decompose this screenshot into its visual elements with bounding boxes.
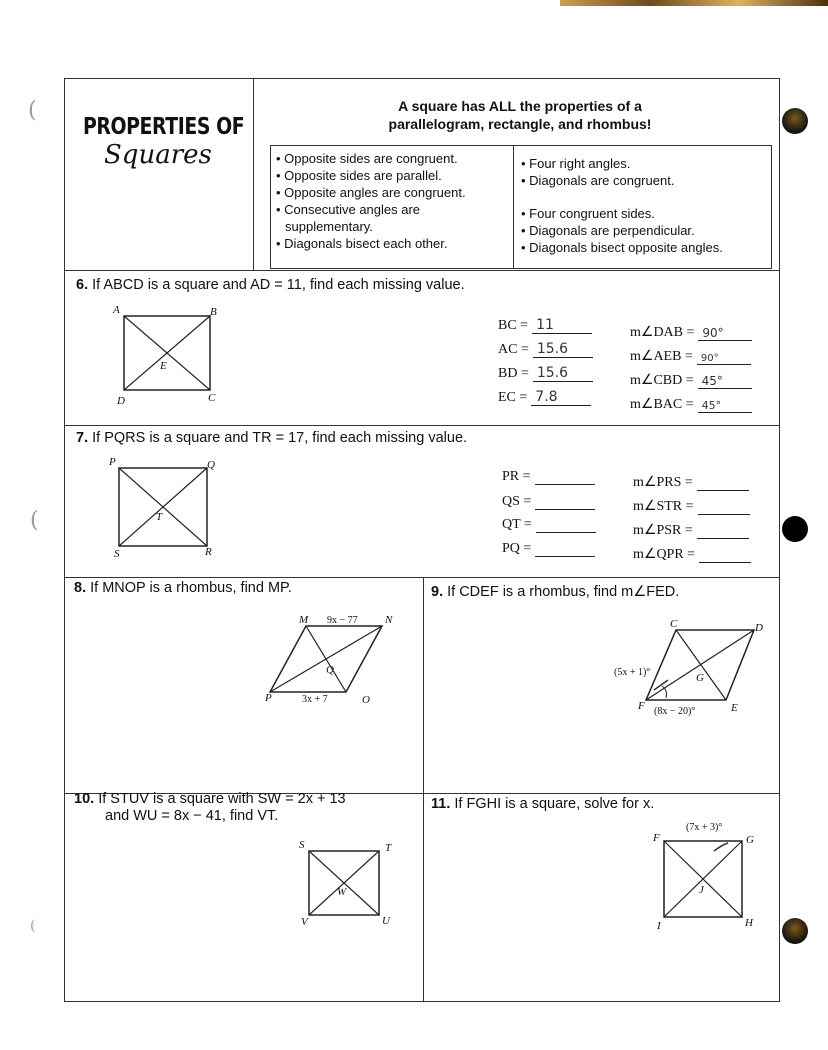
answer-row [502, 541, 595, 557]
vertex-label: E [731, 702, 738, 714]
answer-blank[interactable] [532, 319, 592, 334]
problem-text: If PQRS is a square and TR = 17, find each missing value. [92, 430, 468, 446]
answer-blank[interactable] [533, 367, 593, 382]
problem-6-prompt [76, 277, 465, 293]
answer-row [502, 517, 596, 533]
problem-text: If CDEF is a rhombus, find m∠FED. [447, 584, 680, 600]
answer-blank[interactable] [533, 343, 593, 358]
handwritten-arrow [714, 843, 728, 851]
divider [64, 270, 780, 271]
answer-row [630, 396, 752, 413]
problem-number: 7. [76, 430, 89, 446]
margin-mark: ( [30, 508, 39, 533]
divider [64, 425, 780, 426]
bullet-item: • Diagonals are perpendicular. [521, 223, 695, 238]
side-expression: 3x + 7 [302, 694, 328, 705]
vertex-label: R [205, 546, 212, 558]
side-expression: 9x − 77 [327, 615, 358, 626]
handwritten-answer: 11 [536, 317, 554, 333]
answer-row [502, 494, 595, 510]
vertex-label: V [301, 916, 308, 928]
answer-blank[interactable] [699, 548, 751, 563]
row-label: AC = [498, 342, 529, 357]
bullet-item: • Diagonals bisect opposite angles. [521, 240, 723, 255]
row-label: EC = [498, 390, 528, 405]
binder-hole [782, 918, 808, 944]
answer-row [498, 342, 593, 358]
handwritten-answer: 15.6 [536, 341, 569, 357]
problem-text: and WU = 8x − 41, find VT. [105, 808, 279, 824]
answer-blank[interactable] [698, 326, 752, 341]
vertex-label: F [638, 700, 645, 712]
vertex-label: P [265, 692, 272, 704]
angle-expression: (8x − 20)° [654, 706, 696, 717]
vertex-label: C [670, 618, 678, 630]
rhombus-mnop-figure [270, 626, 390, 696]
left-bullet-list [276, 150, 466, 252]
answer-blank[interactable] [698, 374, 752, 389]
handwritten-answer: 45° [701, 399, 722, 412]
answer-row [498, 390, 591, 406]
vertex-label: B [210, 306, 217, 318]
handwritten-answer: 90° [700, 353, 719, 364]
row-label: m∠PRS = [633, 475, 693, 490]
vertex-label: Q [207, 459, 215, 471]
vertex-label: Q [326, 664, 334, 676]
top-strip [0, 0, 828, 8]
vertex-label: H [745, 917, 753, 929]
answer-blank[interactable] [535, 542, 595, 557]
answer-row [633, 498, 750, 515]
diagonal [646, 630, 754, 700]
margin-mark: ( [28, 98, 37, 123]
answer-blank[interactable] [698, 500, 750, 515]
answer-row [502, 469, 595, 485]
handwritten-arrow [654, 680, 668, 690]
row-label: BC = [498, 318, 529, 333]
vertex-label: S [299, 839, 305, 851]
problem-number: 8. [74, 580, 87, 596]
page-subtitle: Squares [104, 140, 212, 170]
row-label: QS = [502, 494, 532, 509]
vertex-label: I [657, 920, 661, 932]
row-label: m∠CBD = [630, 373, 694, 388]
answer-row [633, 474, 749, 491]
problem-10-prompt [74, 791, 346, 825]
row-label: m∠QPR = [633, 547, 696, 562]
vertex-label: O [362, 694, 370, 706]
vertex-label: W [337, 886, 347, 898]
answer-blank[interactable] [697, 350, 751, 365]
row-label: m∠PSR = [633, 523, 693, 538]
bullet-item: • Four congruent sides. [521, 206, 655, 221]
vertex-label: T [385, 842, 392, 854]
divider [513, 145, 514, 269]
answer-blank[interactable] [698, 398, 752, 413]
square-pqrs-figure [119, 468, 209, 548]
divider [253, 78, 254, 270]
row-label: m∠BAC = [630, 397, 694, 412]
vertex-label: P [109, 456, 116, 468]
square-stuv-figure [309, 851, 381, 917]
square-fghi-figure [664, 841, 746, 921]
answer-row [630, 372, 752, 389]
row-label: m∠STR = [633, 499, 694, 514]
answer-row [630, 324, 752, 341]
divider [423, 577, 424, 1002]
problem-text: If STUV is a square with SW = 2x + 13 [98, 791, 346, 807]
problem-text: If MNOP is a rhombus, find MP. [90, 580, 292, 596]
row-label: PR = [502, 469, 531, 484]
vertex-label: D [117, 395, 125, 407]
answer-blank[interactable] [535, 470, 595, 485]
diagonal [270, 626, 382, 692]
bullet-item: • Opposite angles are congruent. [276, 185, 466, 200]
angle-expression: (5x + 1)° [614, 667, 651, 678]
problem-number: 10. [74, 791, 95, 807]
vertex-label: M [299, 614, 309, 626]
bullet-item: supplementary. [285, 219, 373, 234]
answer-row [633, 522, 749, 539]
row-label: PQ = [502, 541, 532, 556]
answer-blank[interactable] [531, 391, 591, 406]
vertex-label: A [113, 304, 120, 316]
problem-9-prompt [431, 584, 679, 600]
bullet-item: • Opposite sides are congruent. [276, 151, 458, 166]
margin-mark: ( [30, 918, 36, 934]
rhombus-cdef-figure [646, 630, 758, 702]
square-abcd-figure [124, 316, 214, 392]
bullet-item: • Diagonals are congruent. [521, 173, 675, 188]
answer-blank[interactable] [697, 476, 749, 491]
row-label: BD = [498, 366, 529, 381]
vertex-label: G [696, 672, 704, 684]
handwritten-answer: 15.6 [536, 365, 569, 381]
problem-number: 9. [431, 584, 444, 600]
right-bullet-list-a [521, 155, 674, 189]
vertex-label: F [653, 832, 660, 844]
binder-hole [782, 108, 808, 134]
handwritten-answer: 7.8 [535, 389, 558, 405]
problem-text: If FGHI is a square, solve for x. [454, 796, 655, 812]
vertex-label: G [746, 834, 754, 846]
divider [64, 577, 780, 578]
row-label: QT = [502, 517, 532, 532]
problem-8-prompt [74, 580, 292, 596]
answer-row [498, 366, 593, 382]
answer-row [630, 348, 751, 365]
page-title: PROPERTIES OF [83, 114, 245, 140]
vertex-label: U [382, 915, 390, 927]
answer-row [498, 318, 592, 334]
bullet-item: • Four right angles. [521, 156, 631, 171]
bullet-item: • Consecutive angles are [276, 202, 421, 217]
binder-hole [782, 516, 808, 542]
problem-number: 6. [76, 277, 89, 293]
vertex-label: J [699, 884, 704, 896]
tape-decoration [560, 0, 828, 6]
answer-blank[interactable] [536, 518, 596, 533]
bullet-item: • Diagonals bisect each other. [276, 236, 448, 251]
bullet-item: • Opposite sides are parallel. [276, 168, 442, 183]
right-bullet-list-b [521, 205, 723, 256]
answer-blank[interactable] [697, 524, 749, 539]
vertex-label: C [208, 392, 216, 404]
vertex-label: E [160, 360, 167, 372]
answer-blank[interactable] [535, 495, 595, 510]
angle-expression: (7x + 3)° [686, 822, 723, 833]
handwritten-answer: 90° [702, 326, 724, 340]
vertex-label: T [156, 511, 163, 523]
problem-text: If ABCD is a square and AD = 11, find each missing value. [92, 277, 465, 293]
row-label: m∠AEB = [630, 349, 693, 364]
problem-7-prompt [76, 430, 467, 446]
vertex-label: S [114, 548, 120, 560]
problem-number: 11. [431, 796, 451, 812]
row-label: m∠DAB = [630, 325, 695, 340]
vertex-label: D [755, 622, 763, 634]
answer-row [633, 546, 751, 563]
handwritten-answer: 45° [701, 374, 723, 388]
problem-11-prompt [431, 796, 654, 812]
intro-text: A square has ALL the properties of a parallelogram, rectangle, and rhombus! [388, 98, 652, 132]
vertex-label: N [385, 614, 393, 626]
